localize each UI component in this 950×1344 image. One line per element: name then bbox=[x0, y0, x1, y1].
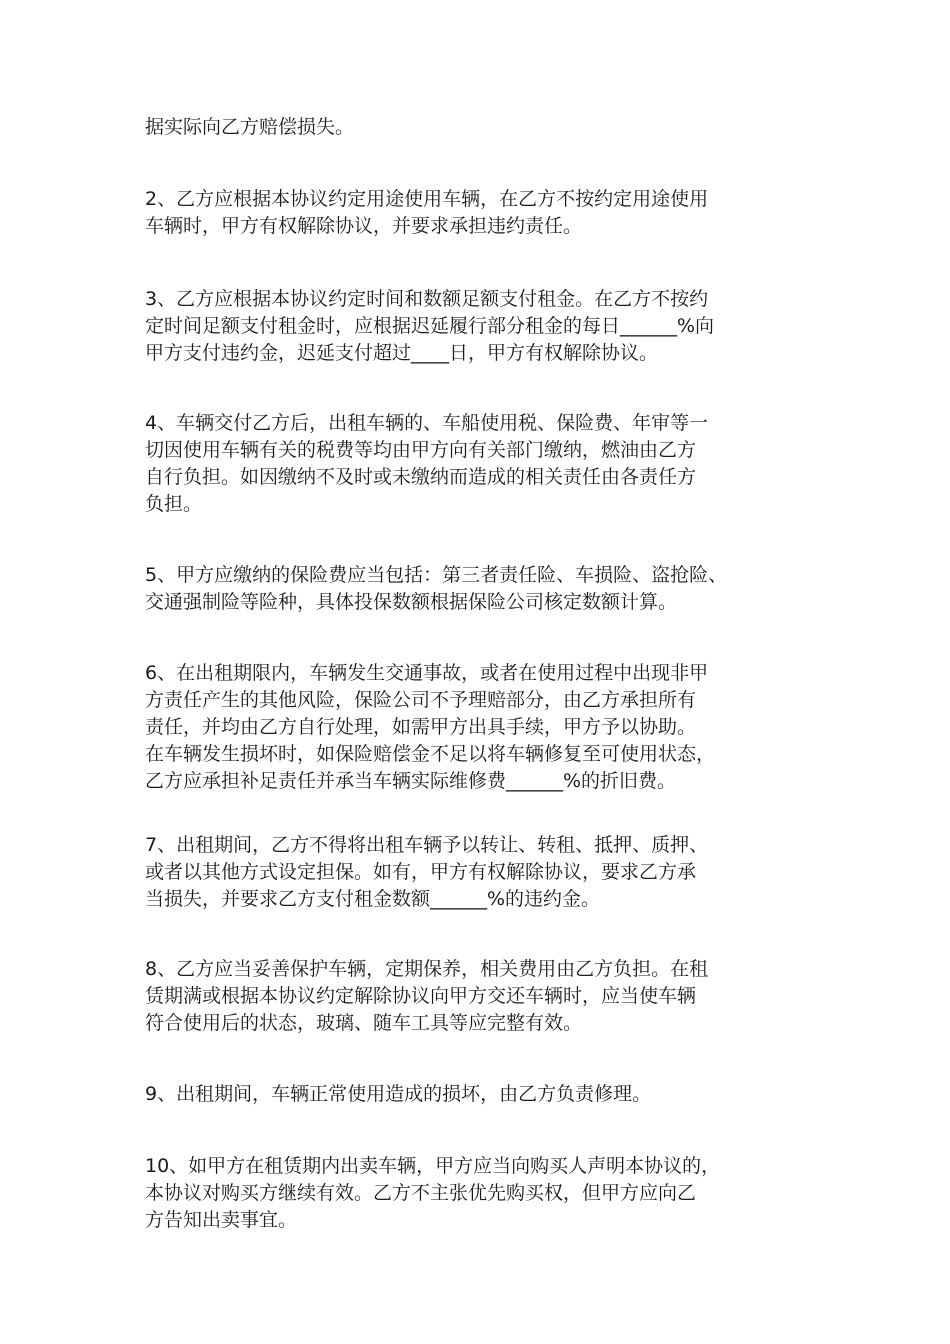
paragraph-line: 2、乙方应根据本协议约定用途使用车辆，在乙方不按约定用途使用 bbox=[145, 188, 709, 210]
paragraph-line: 在车辆发生损坏时，如保险赔偿金不足以将车辆修复至可使用状态， bbox=[145, 743, 716, 765]
paragraph-line: 乙方应承担补足责任并承当车辆实际维修费______%的折旧费。 bbox=[145, 770, 677, 792]
paragraph-5 bbox=[145, 562, 810, 616]
paragraph-line: 车辆时，甲方有权解除协议，并要求承担违约责任。 bbox=[145, 215, 583, 237]
paragraph-3 bbox=[145, 286, 810, 367]
paragraph-line: 方告知出卖事宜。 bbox=[145, 1209, 298, 1231]
paragraph-line: 9、出租期间，车辆正常使用造成的损坏，由乙方负责修理。 bbox=[145, 1083, 652, 1105]
paragraph-6 bbox=[145, 660, 810, 795]
paragraph-1-tail bbox=[145, 114, 810, 141]
paragraph-9 bbox=[145, 1081, 810, 1108]
paragraph-line: 当损失，并要求乙方支付租金数额______%的违约金。 bbox=[145, 888, 601, 910]
paragraph-line: 本协议对购买方继续有效。乙方不主张优先购买权，但甲方应向乙 bbox=[145, 1182, 697, 1204]
paragraph-line: 8、乙方应当妥善保护车辆，定期保养，相关费用由乙方负担。在租 bbox=[145, 958, 709, 980]
paragraph-line: 5、甲方应缴纳的保险费应当包括：第三者责任险、车损险、盗抢险、 bbox=[145, 564, 728, 586]
paragraph-line: 负担。 bbox=[145, 493, 203, 515]
paragraph-line: 6、在出租期限内，车辆发生交通事故，或者在使用过程中出现非甲 bbox=[145, 662, 709, 684]
paragraph-line: 切因使用车辆有关的税费等均由甲方向有关部门缴纳，燃油由乙方 bbox=[145, 439, 697, 461]
paragraph-line: 自行负担。如因缴纳不及时或未缴纳而造成的相关责任由各责任方 bbox=[145, 466, 697, 488]
paragraph-line: 甲方支付违约金，迟延支付超过____日，甲方有权解除协议。 bbox=[145, 342, 659, 364]
paragraph-line: 3、乙方应根据本协议约定时间和数额足额支付租金。在乙方不按约 bbox=[145, 288, 709, 310]
paragraph-line: 符合使用后的状态，玻璃、随车工具等应完整有效。 bbox=[145, 1012, 583, 1034]
paragraph-line: 定时间足额支付租金时，应根据迟延履行部分租金的每日______%向 bbox=[145, 315, 715, 337]
paragraph-4 bbox=[145, 410, 810, 518]
paragraph-line: 交通强制险等险种，具体投保数额根据保险公司核定数额计算。 bbox=[145, 591, 678, 613]
paragraph-8 bbox=[145, 956, 810, 1037]
paragraph-2 bbox=[145, 186, 810, 240]
paragraph-line: 据实际向乙方赔偿损失。 bbox=[145, 116, 355, 138]
paragraph-7 bbox=[145, 832, 810, 913]
paragraph-line: 或者以其他方式设定担保。如有，甲方有权解除协议，要求乙方承 bbox=[145, 861, 697, 883]
paragraph-line: 10、如甲方在租赁期内出卖车辆，甲方应当向购买人声明本协议的， bbox=[145, 1155, 721, 1177]
paragraph-line: 赁期满或根据本协议约定解除协议向甲方交还车辆时，应当使车辆 bbox=[145, 985, 697, 1007]
paragraph-line: 责任，并均由乙方自行处理，如需甲方出具手续，甲方予以协助。 bbox=[145, 716, 697, 738]
paragraph-line: 4、车辆交付乙方后，出租车辆的、车船使用税、保险费、年审等一 bbox=[145, 412, 709, 434]
paragraph-line: 方责任产生的其他风险，保险公司不予理赔部分，由乙方承担所有 bbox=[145, 689, 697, 711]
paragraph-10 bbox=[145, 1153, 810, 1234]
paragraph-line: 7、出租期间，乙方不得将出租车辆予以转让、转租、抵押、质押、 bbox=[145, 834, 709, 856]
